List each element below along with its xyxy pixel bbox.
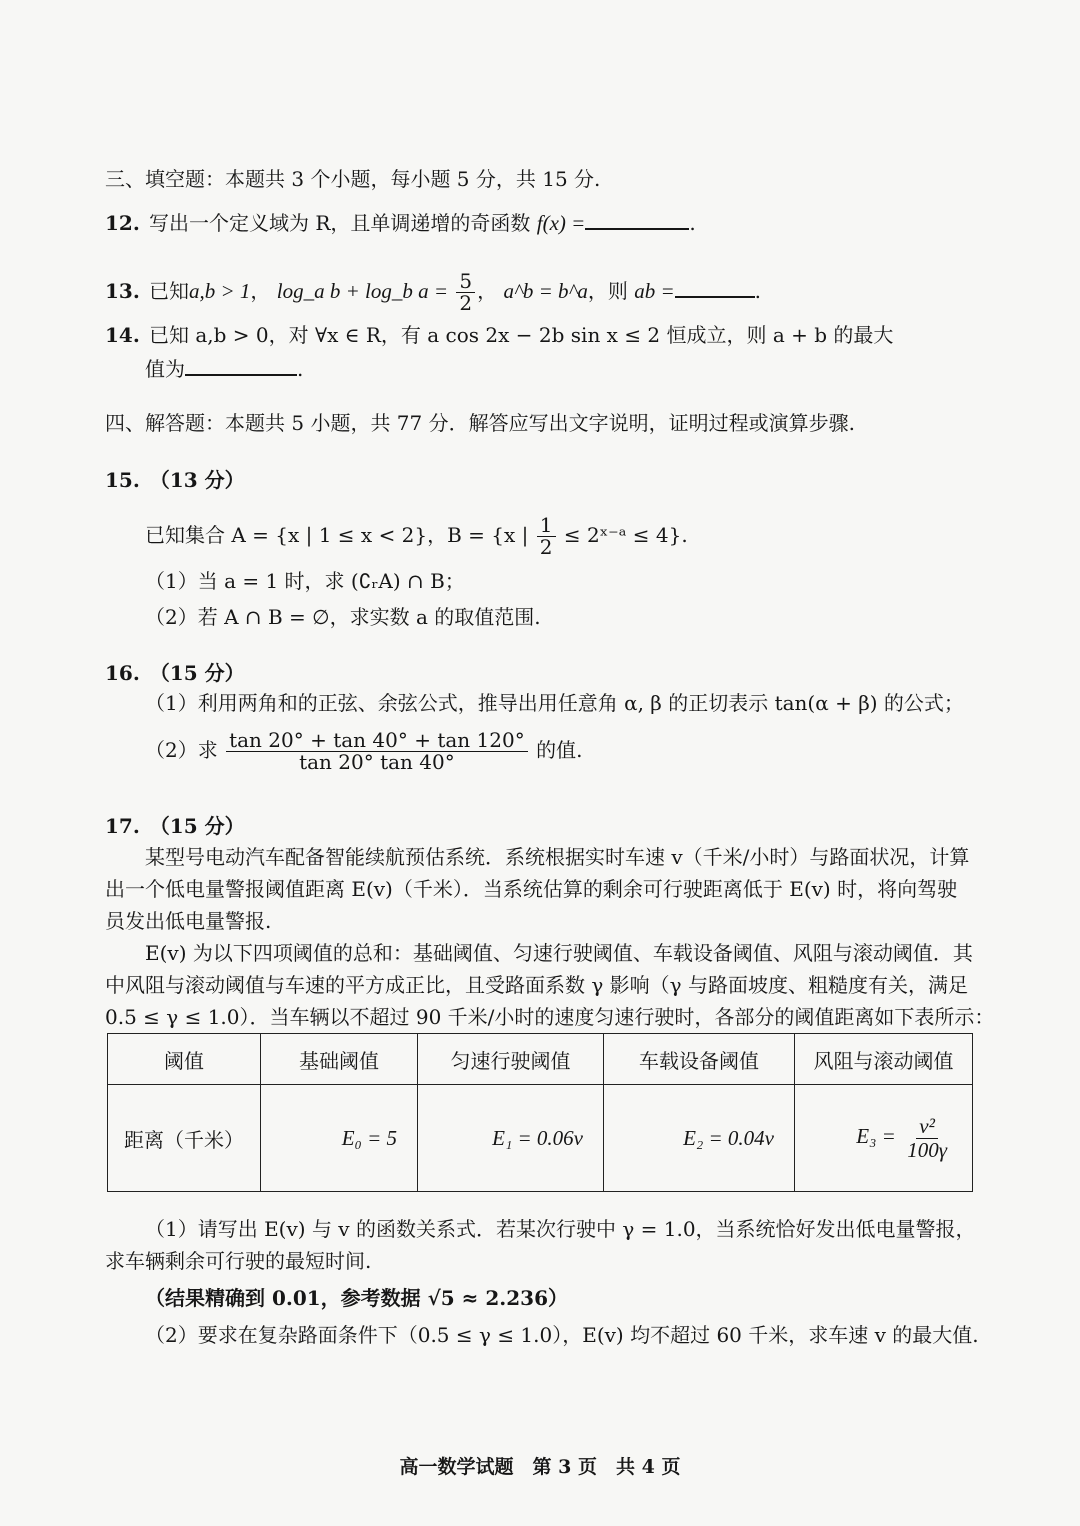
question-15-heading: 15. （13 分） <box>105 468 245 492</box>
question-16-heading: 16. （15 分） <box>105 661 245 685</box>
question-14 <box>105 322 893 348</box>
numerator: tan 20° + tan 40° + tan 120° <box>226 730 528 752</box>
q17-para2-line3: 0.5 ≤ γ ≤ 1.0）．当车辆以不超过 90 千米/小时的速度匀速行驶时，各部分的阈值距离如下表所示： <box>105 1005 995 1029</box>
table-row <box>108 1085 973 1192</box>
answer-blank <box>185 356 297 376</box>
q13-expr-2: log_a b + log_b a = <box>276 279 449 303</box>
question-number: 13. <box>105 279 140 303</box>
q14-text-line2: 值为 <box>145 357 185 381</box>
q12-end: . <box>689 211 696 235</box>
q13-expr-4: ab = <box>634 279 675 303</box>
denominator: 2 <box>459 291 473 315</box>
fraction <box>226 730 528 773</box>
q16-part2-tail: 的值. <box>536 738 583 762</box>
question-13 <box>105 266 761 316</box>
q17-para1-line2: 出一个低电量警报阈值距离 E(v)（千米）．当系统估算的剩余可行驶距离低于 E(v) 时，将向驾驶 <box>105 877 958 901</box>
q15-stem-b: ≤ 2ˣ⁻ᵃ ≤ 4}. <box>563 523 688 547</box>
q17-part1-line1: （1）请写出 E(v) 与 v 的函数关系式．若某次行驶中 γ = 1.0，当系统恰好发出低电量警报， <box>145 1217 976 1241</box>
denominator: 100γ <box>907 1137 947 1162</box>
q17-note: （结果精确到 0.01，参考数据 √5 ≈ 2.236） <box>145 1286 569 1310</box>
question-14-line2 <box>145 356 303 382</box>
q17-part1-line2: 求车辆剩余可行驶的最短时间. <box>105 1249 372 1273</box>
q13-text: ，则 <box>587 279 635 303</box>
question-number: 14. <box>105 323 140 347</box>
fraction <box>456 271 475 314</box>
q13-expr-3: a^b = b^a <box>503 279 588 303</box>
table-cell-e2: E₂ = 0.04v <box>604 1085 795 1192</box>
q17-para1-line1: 某型号电动汽车配备智能续航预估系统．系统根据实时车速 v（千米/小时）与路面状况，计算 <box>145 845 970 869</box>
table-cell-e1: E₁ = 0.06v <box>418 1085 604 1192</box>
numerator: 5 <box>456 271 475 293</box>
table-cell-e3 <box>795 1085 973 1192</box>
numerator: 1 <box>537 515 556 537</box>
q15-stem-a: 已知集合 A = {x | 1 ≤ x < 2}，B = {x | <box>145 523 529 547</box>
q17-para2-line2: 中风阻与滚动阈值与车速的平方成正比，且受路面系数 γ 影响（γ 与路面坡度、粗糙度有关，满足 <box>105 973 968 997</box>
question-15-part2: （2）若 A ∩ B = ∅，求实数 a 的取值范围. <box>145 605 541 629</box>
table-header-row <box>108 1034 973 1085</box>
question-17-heading: 17. （15 分） <box>105 814 245 838</box>
question-15-stem <box>145 510 688 560</box>
table-cell-e0: E₀ = 5 <box>261 1085 418 1192</box>
e3-lhs: E₃ = <box>856 1124 896 1149</box>
fraction <box>537 515 556 558</box>
table-header-cell: 车载设备阈值 <box>604 1034 795 1085</box>
q16-part2-label: （2）求 <box>145 738 218 762</box>
fraction <box>904 1115 950 1160</box>
question-15-part1: （1）当 a = 1 时，求 (∁ᵣA) ∩ B； <box>145 569 465 593</box>
q17-part2: （2）要求在复杂路面条件下（0.5 ≤ γ ≤ 1.0），E(v) 均不超过 60 千米，求车速 v 的最大值. <box>145 1323 979 1347</box>
table-header-cell: 基础阈值 <box>261 1034 418 1085</box>
question-12 <box>105 210 696 236</box>
denominator: 2 <box>539 535 553 559</box>
q13-end: . <box>754 279 762 303</box>
q12-text: 写出一个定义域为 R，且单调递增的奇函数 <box>149 211 537 235</box>
q12-expr: f(x) = <box>536 211 586 235</box>
section-3-title: 三、填空题：本题共 3 个小题，每小题 5 分，共 15 分. <box>105 167 601 191</box>
q13-expr-1: a,b > 1 <box>189 279 251 303</box>
q17-para2-line1: E(v) 为以下四项阈值的总和：基础阈值、匀速行驶阈值、车载设备阈值、风阻与滚动阈值．其 <box>145 941 973 965</box>
q14-end: . <box>297 357 304 381</box>
q13-sep: ， <box>477 279 498 303</box>
q13-text: 已知 <box>149 279 189 303</box>
answer-blank <box>585 210 689 230</box>
answer-blank <box>675 278 755 298</box>
section-4-title: 四、解答题：本题共 5 小题，共 77 分．解答应写出文字说明，证明过程或演算步骤. <box>105 411 855 435</box>
threshold-table <box>107 1033 973 1192</box>
q13-sep: ， <box>250 279 271 303</box>
table-header-cell: 风阻与滚动阈值 <box>795 1034 973 1085</box>
table-header-cell: 阈值 <box>108 1034 261 1085</box>
page-footer: 高一数学试题 第 3 页 共 4 页 <box>399 1456 681 1478</box>
denominator: tan 20° tan 40° <box>299 750 455 774</box>
table-row-label: 距离（千米） <box>108 1085 261 1192</box>
q17-para1-line3: 员发出低电量警报. <box>105 909 272 933</box>
question-16-part1: （1）利用两角和的正弦、余弦公式，推导出用任意角 α, β 的正切表示 tan(α + β) 的公式； <box>145 691 964 715</box>
q14-text-line1: 已知 a,b > 0，对 ∀x ∈ R，有 a cos 2x − 2b sin x ≤ 2 恒成立，则 a + b 的最大 <box>149 323 894 347</box>
table-header-cell: 匀速行驶阈值 <box>418 1034 604 1085</box>
question-number: 12. <box>105 211 140 235</box>
question-16-part2 <box>145 722 582 778</box>
numerator: v² <box>916 1115 938 1138</box>
